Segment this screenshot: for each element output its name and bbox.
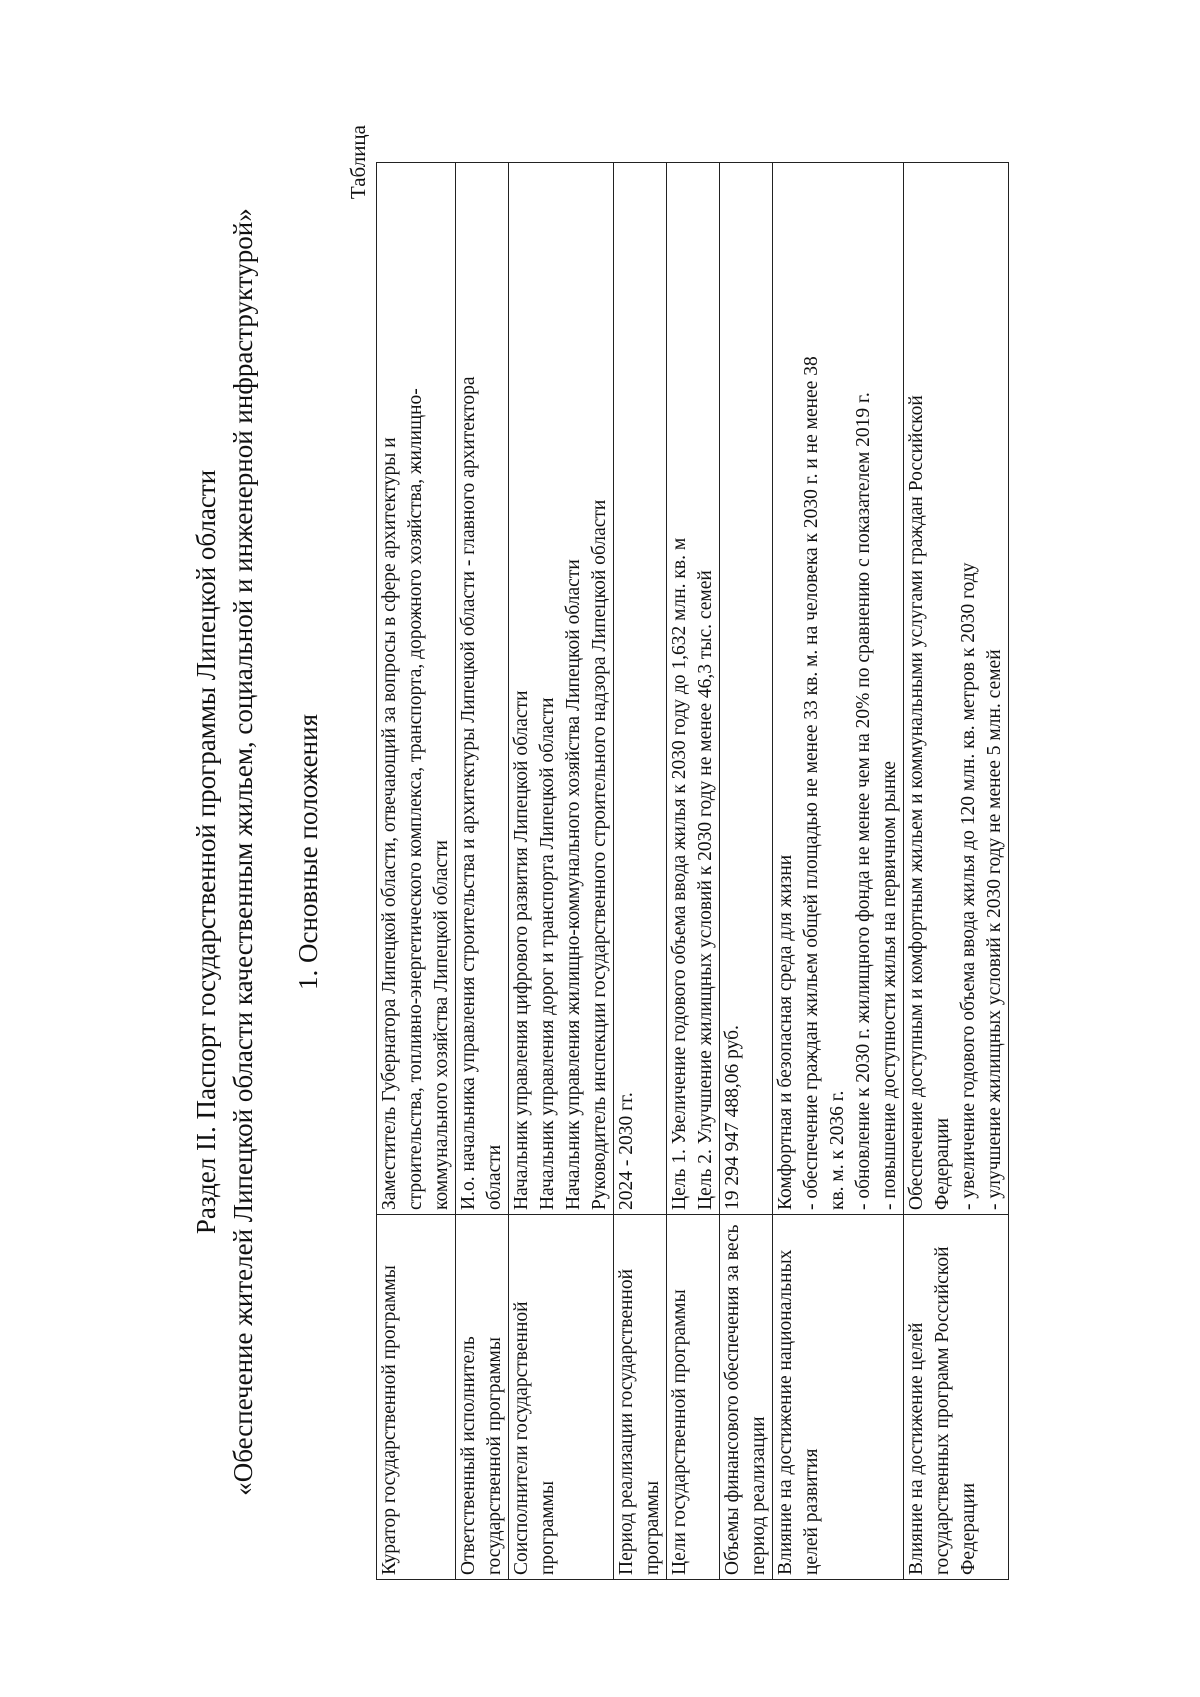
row-value-line: - увеличение годового объема ввода жилья до 120 млн. кв. метров к 2030 году [958,562,979,1210]
row-label-line: Соисполнители государственной [511,1301,532,1575]
row-value-line: кв. м. к 2036 г. [827,1090,848,1210]
row-value-line: строительства, топливно-энергетического комплекса, транспорта, дорожного хозяйства, жилищно- [405,388,426,1210]
row-label-line: программы [642,1480,663,1575]
row-label-line: Куратор государственной программы [379,1265,400,1575]
row-value-line: области [484,1144,505,1210]
row-label-line: государственной программы [484,1337,505,1575]
row-label-line: государственных программ Российской [932,1246,953,1575]
row-value-line: коммунального хозяйства Липецкой области [431,840,452,1210]
row-value-line: 2024 - 2030 гг. [616,1092,637,1210]
row-label-line: целей развития [801,1448,822,1575]
table-row [614,163,667,1580]
row-value-line: Комфортная и безопасная среда для жизни [775,854,796,1210]
row-value-line: - обеспечение граждан жильем общей площадью не менее 33 кв. м. на человека к 2030 г. и не менее 38 [801,356,822,1210]
row-label-line: Федерации [958,1482,979,1575]
table-row [904,163,1009,1580]
row-label-cell [904,1215,1009,1580]
table-row [773,163,904,1580]
row-value-line: Обеспечение доступным и комфортным жильем и коммунальными услугами граждан Российской [906,395,927,1210]
row-label-line: Ответственный исполнитель [458,1336,479,1575]
row-label-cell [720,1215,773,1580]
section-heading: 1. Основные положения [293,714,323,990]
row-value-cell [720,163,773,1215]
row-value-cell [456,163,509,1215]
row-value-line: И.о. начальника управления строительства и архитектуры Липецкой области - главного архитектора [458,376,479,1210]
row-label-cell [377,1215,456,1580]
row-value-cell [509,163,614,1215]
row-value-line: - улучшение жилищных условий к 2030 году не менее 5 млн. семей [984,649,1005,1210]
table-row [377,163,456,1580]
row-value-line: Начальник управления дорог и транспорта Липецкой области [537,697,558,1210]
table-row [509,163,614,1580]
row-value-cell [614,163,667,1215]
row-value-line: Начальник управления жилищно-коммунального хозяйства Липецкой области [563,559,584,1210]
row-label-line: Влияние на достижение национальных [775,1249,796,1575]
row-label-cell [509,1215,614,1580]
table-row [456,163,509,1580]
program-name: «Обеспечение жителей Липецкой области качественным жильем, социальной и инженерной инфраструктурой» [228,208,258,1496]
row-label-line: программы [537,1480,558,1575]
row-label-cell [456,1215,509,1580]
row-label-line: Объемы финансового обеспечения за весь [722,1224,743,1575]
table-caption: Таблица [346,125,370,200]
passport-table [376,162,1009,1580]
table-row [667,163,720,1580]
row-label-line: Цели государственной программы [669,1289,690,1575]
row-value-cell [377,163,456,1215]
table-row [720,163,773,1580]
row-value-cell [904,163,1009,1215]
row-label-line: период реализации [748,1416,769,1575]
row-value-line: 19 294 947 488,06 руб. [722,1025,743,1210]
row-value-line: Федерации [932,1117,953,1210]
row-label-cell [773,1215,904,1580]
rotated-page [30,37,1160,1667]
passport-title: Раздел II. Паспорт государственной программы Липецкой области [191,469,221,1235]
row-value-line: Руководитель инспекции государственного строительного надзора Липецкой области [589,499,610,1210]
row-value-line: Заместитель Губернатора Липецкой области, отвечающий за вопросы в сфере архитектуры и [379,437,400,1210]
row-value-line: Цель 1. Увеличение годового объема ввода жилья к 2030 году до 1,632 млн. кв. м [669,537,690,1210]
row-label-cell [614,1215,667,1580]
row-value-line: Цель 2. Улучшение жилищных условий к 2030 году не менее 46,3 тыс. семей [695,570,716,1210]
row-label-cell [667,1215,720,1580]
row-value-line: Начальник управления цифрового развития Липецкой области [511,690,532,1210]
row-value-line: - повышение доступности жилья на первичном рынке [879,761,900,1210]
row-value-cell [773,163,904,1215]
row-label-line: Период реализации государственной [616,1268,637,1575]
row-value-cell [667,163,720,1215]
row-label-line: Влияние на достижение целей [906,1322,927,1575]
row-value-line: - обновление к 2030 г. жилищного фонда не менее чем на 20% по сравнению с показателем 2019 г. [853,392,874,1210]
